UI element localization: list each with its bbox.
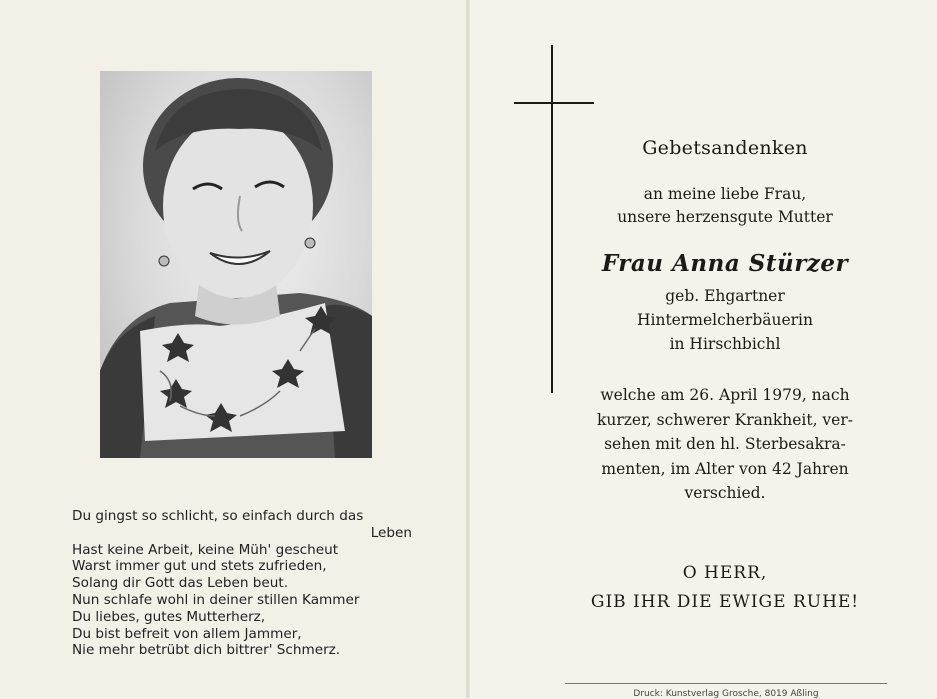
poem-line: Du gingst so schlicht, so einfach durch das [72,508,364,524]
poem-line: Leben [370,524,412,541]
poem-line: Warst immer gut und stets zufrieden, [72,558,327,575]
dedication-line: unsere herzensgute Mutter [617,208,833,226]
obituary-line: menten, im Alter von 42 Jahren [601,459,849,478]
dedication-line: an meine liebe Frau, [643,185,807,203]
deceased-name: Frau Anna Stürzer [601,250,849,277]
obituary-line: verschied. [684,484,766,502]
obituary-line: sehen mit den hl. Sterbesakra- [604,435,846,453]
obituary-line: kurzer, schwerer Krankheit, ver- [596,410,854,429]
poem-line: Du liebes, gutes Mutterherz, [72,608,266,625]
card-heading: Gebetsandenken [642,137,808,159]
card-fold [466,0,470,698]
poem-line: Hast keine Arbeit, keine Müh' gescheut [72,541,339,558]
portrait-photo [100,71,372,458]
poem-line: Solang dir Gott das Leben beut. [72,575,289,592]
closing-line: O HERR, [682,563,768,583]
cross-icon-beam [514,102,594,104]
cross-icon [551,45,553,393]
printer-credit: Druck: Kunstverlag Grosche, 8019 Aßling [633,689,819,699]
detail-line: geb. Ehgartner [665,287,785,305]
poem-line: Nun schlafe wohl in deiner stillen Kammer [72,591,360,608]
obituary-text [560,383,890,506]
detail-line: in Hirschbichl [669,335,781,353]
obituary-line: welche am 26. April 1979, nach [600,386,850,404]
detail-line: Hintermelcherbäuerin [636,311,813,329]
closing-line: GIB IHR DIE EWIGE RUHE! [590,592,860,612]
poem-line: Du bist befreit von allem Jammer, [72,625,302,642]
divider [565,683,887,684]
poem [72,508,412,659]
poem-line: Nie mehr betrübt dich bittrer' Schmerz. [72,642,341,659]
